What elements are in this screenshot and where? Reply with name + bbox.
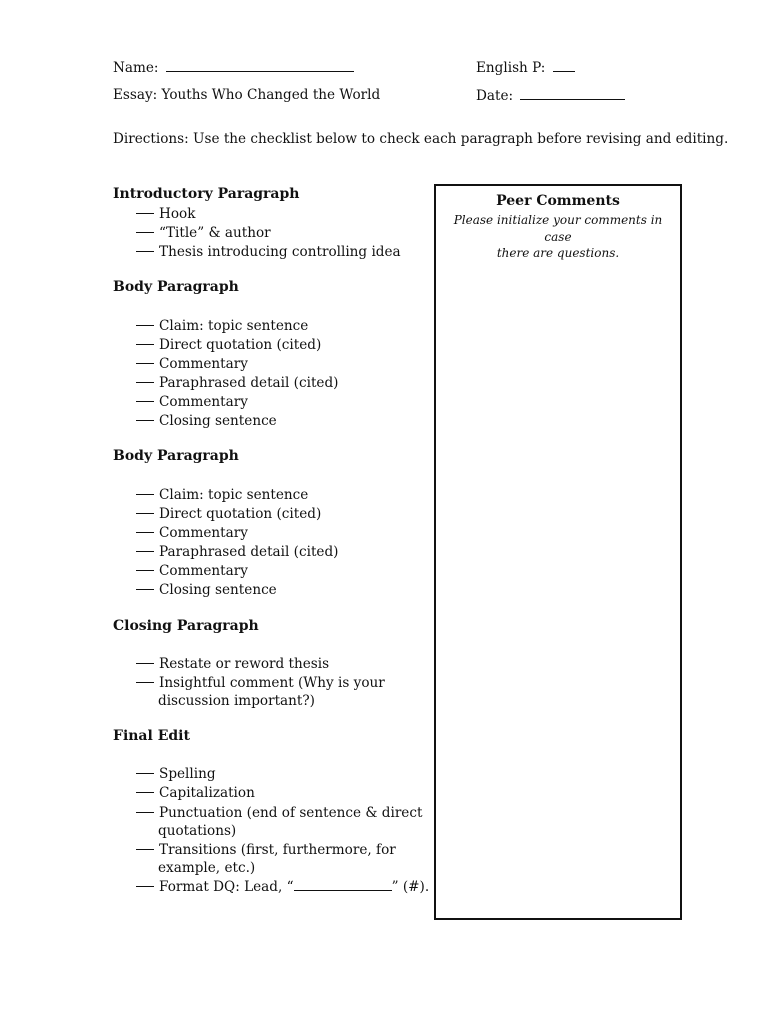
checklist-item[interactable]: Hook <box>136 205 195 223</box>
checklist-item[interactable]: Paraphrased detail (cited) <box>136 374 338 392</box>
peer-comments-note: Please initialize your comments in case there are questions. <box>453 213 663 260</box>
checklist-item[interactable]: Direct quotation (cited) <box>136 505 321 523</box>
dash-icon <box>136 401 154 402</box>
dash-icon <box>136 663 154 664</box>
checklist-item[interactable]: Commentary <box>136 524 248 542</box>
name-blank-line[interactable] <box>166 59 354 72</box>
checklist-item[interactable]: Punctuation (end of sentence & direct quotations) <box>136 804 422 822</box>
dash-icon <box>136 682 154 683</box>
checklist-item[interactable]: Claim: topic sentence <box>136 486 308 504</box>
date-blank-line[interactable] <box>520 87 625 100</box>
checklist-item-format-dq[interactable]: Format DQ: Lead, “ ” (#). <box>136 878 429 896</box>
dash-icon <box>136 886 154 887</box>
essay-title: Essay: Youths Who Changed the World <box>113 87 381 103</box>
dash-icon <box>136 382 154 383</box>
directions-text: Directions: Use the checklist below to check each paragraph before revising and editing. <box>113 131 729 147</box>
date-label: Date: <box>476 88 514 104</box>
dash-icon <box>136 792 154 793</box>
section-title-body-2: Body Paragraph <box>113 448 239 464</box>
checklist-item[interactable]: “Title” & author <box>136 224 271 242</box>
checklist-item[interactable]: Commentary <box>136 393 248 411</box>
checklist-item[interactable]: Direct quotation (cited) <box>136 336 321 354</box>
checklist-item[interactable]: Closing sentence <box>136 412 277 430</box>
peer-comments-box[interactable] <box>434 184 682 920</box>
checklist-item[interactable]: Capitalization <box>136 784 255 802</box>
format-dq-blank-line[interactable] <box>294 878 392 891</box>
section-title-introductory: Introductory Paragraph <box>113 186 300 202</box>
dash-icon <box>136 773 154 774</box>
checklist-item[interactable]: Restate or reword thesis <box>136 655 329 673</box>
peer-comments-title: Peer Comments <box>496 193 620 209</box>
section-title-closing: Closing Paragraph <box>113 618 259 634</box>
checklist-item[interactable]: Claim: topic sentence <box>136 317 308 335</box>
dash-icon <box>136 812 154 813</box>
dash-icon <box>136 251 154 252</box>
dash-icon <box>136 589 154 590</box>
dash-icon <box>136 232 154 233</box>
section-title-final-edit: Final Edit <box>113 728 190 744</box>
checklist-item[interactable]: Commentary <box>136 355 248 373</box>
checklist-item[interactable]: Insightful comment (Why is your discussion important?) <box>136 674 385 692</box>
date-field-row <box>476 87 625 104</box>
dash-icon <box>136 513 154 514</box>
dash-icon <box>136 420 154 421</box>
english-period-row <box>476 59 575 76</box>
dash-icon <box>136 570 154 571</box>
checklist-item[interactable]: Transitions (first, furthermore, for example, etc.) <box>136 841 396 859</box>
checklist-item[interactable]: Closing sentence <box>136 581 277 599</box>
section-title-body-1: Body Paragraph <box>113 279 239 295</box>
checklist-item[interactable]: Paraphrased detail (cited) <box>136 543 338 561</box>
dash-icon <box>136 344 154 345</box>
dash-icon <box>136 494 154 495</box>
english-period-blank-line[interactable] <box>553 59 575 72</box>
checklist-item[interactable]: Commentary <box>136 562 248 580</box>
dash-icon <box>136 325 154 326</box>
name-label: Name: <box>113 60 159 76</box>
checklist-item[interactable]: Spelling <box>136 765 216 783</box>
english-period-label: English P: <box>476 60 546 76</box>
dash-icon <box>136 532 154 533</box>
dash-icon <box>136 363 154 364</box>
name-field-row <box>113 59 354 76</box>
dash-icon <box>136 849 154 850</box>
checklist-item[interactable]: Thesis introducing controlling idea <box>136 243 401 261</box>
dash-icon <box>136 213 154 214</box>
dash-icon <box>136 551 154 552</box>
